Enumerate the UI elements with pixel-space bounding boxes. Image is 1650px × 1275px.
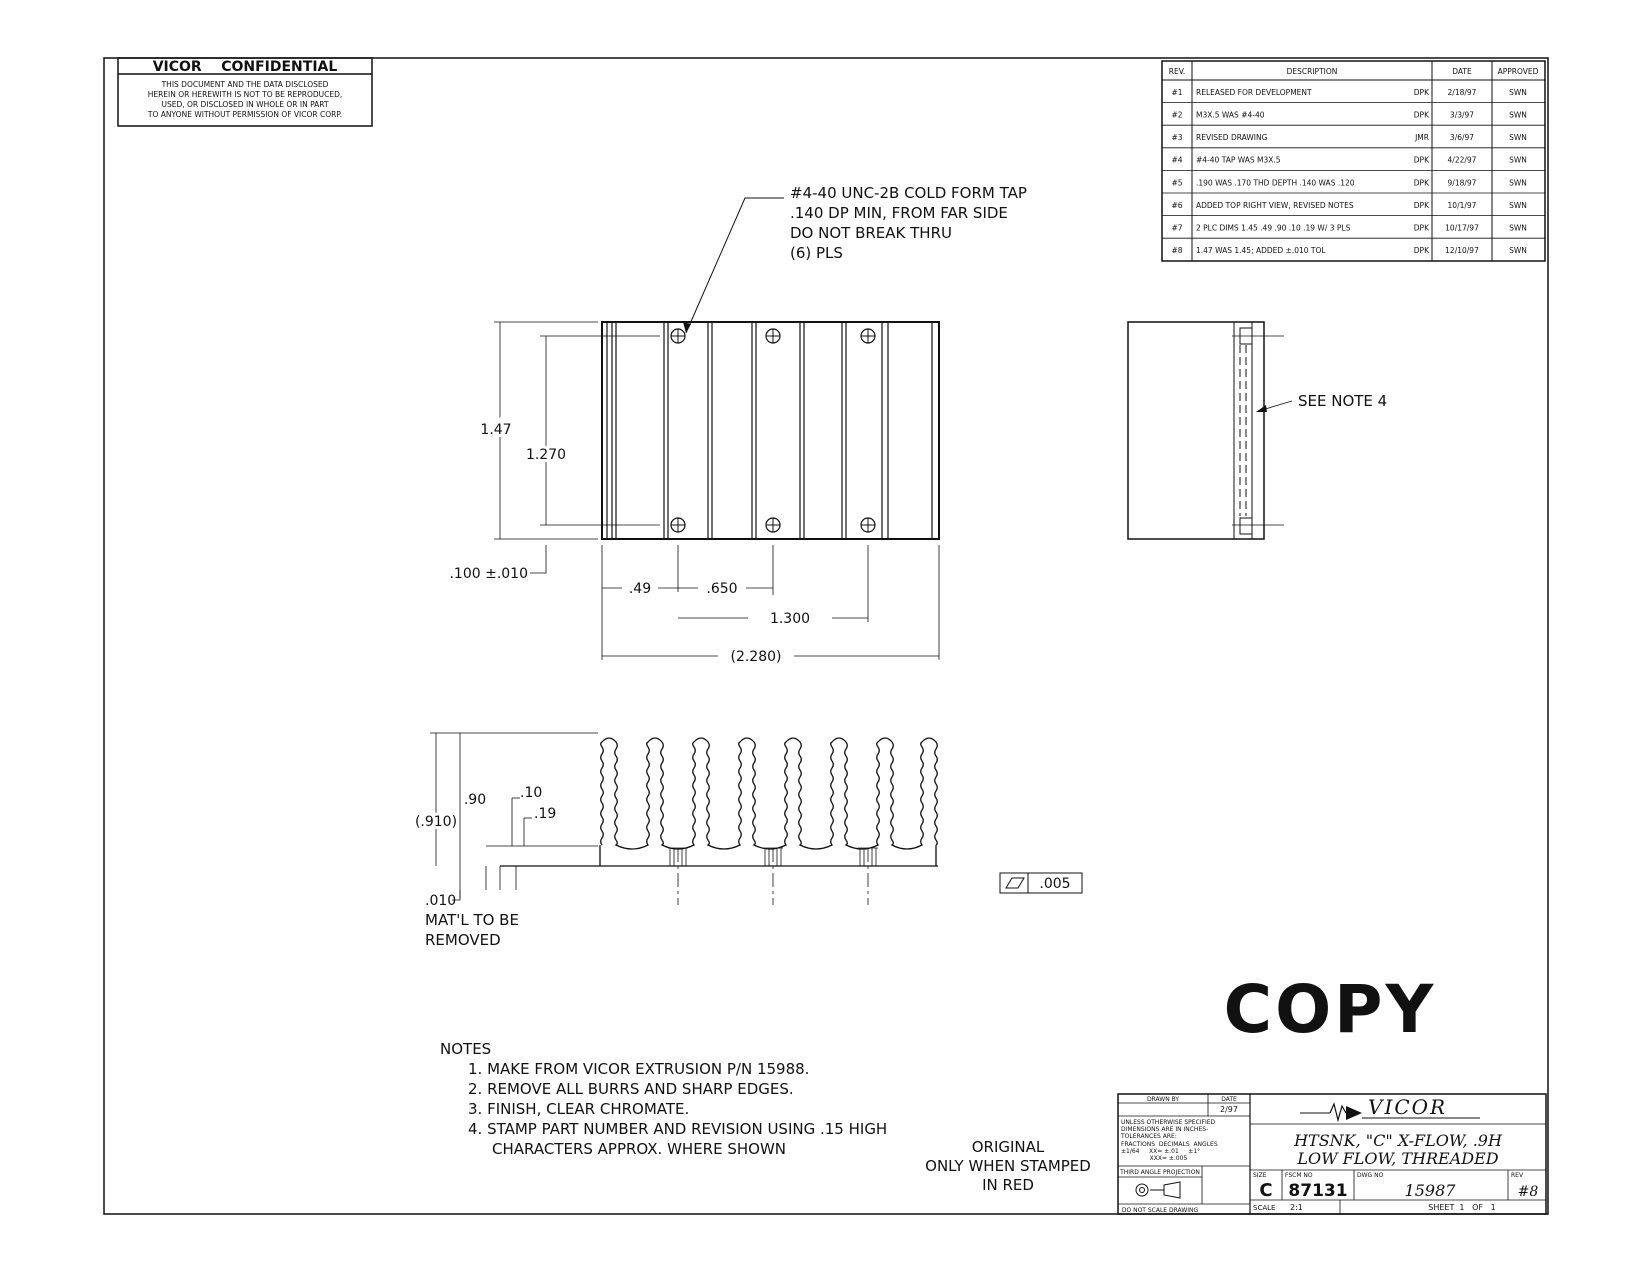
scale-value: 2:1 [1290,1203,1303,1212]
rev-cell-rev: #1 [1171,87,1183,97]
callout-line: (6) PLS [790,244,843,262]
dim-fin-height: .90 [463,792,487,808]
rev-cell-by: DPK [1413,200,1429,210]
rev-value: #8 [1517,1184,1539,1200]
rev-cell-rev: #3 [1171,133,1183,143]
rev-cell-date: 3/6/97 [1449,133,1475,143]
rev-cell-by: DPK [1413,155,1429,165]
dim-offset: .100 ±.010 [449,566,528,582]
rev-cell-desc: #4-40 TAP WAS M3X.5 [1196,155,1281,165]
tapped-hole [671,329,685,343]
flatness-symbol [1006,878,1024,888]
confidential-line: HEREIN OR HEREWITH IS NOT TO BE REPRODUCED, [147,90,343,99]
rev-cell-rev: #2 [1171,110,1183,120]
drawn-by-label: DRAWN BY [1146,1096,1180,1103]
third-angle-label: THIRD ANGLE PROJECTION [1120,1169,1200,1176]
dim-x2: .650 [706,581,738,597]
dim-base-total: .19 [534,806,557,822]
rev-cell-desc: .190 WAS .170 THD DEPTH .140 WAS .120 [1196,178,1355,188]
rev-cell-desc: ADDED TOP RIGHT VIEW, REVISED NOTES [1196,200,1354,210]
confidential-block [118,58,372,126]
note-item-cont: CHARACTERS APPROX. WHERE SHOWN [492,1140,787,1158]
fin-profile [601,738,938,849]
rev-cell-desc: 2 PLC DIMS 1.45 .49 .90 .10 .19 W/ 3 PLS [1196,223,1351,233]
dim-fin-height-ref: (.910) [414,814,458,830]
third-angle-symbol-icon [1136,1182,1180,1198]
drawing-title: LOW FLOW, THREADED [1297,1149,1499,1168]
dwg-label: DWG NO [1357,1172,1384,1179]
rev-header: REV. [1168,67,1186,76]
original-line: ONLY WHEN STAMPED [925,1157,1091,1175]
rev-cell-desc: RELEASED FOR DEVELOPMENT [1196,87,1312,97]
rev-label: REV [1511,1172,1524,1179]
note-item: 2. REMOVE ALL BURRS AND SHARP EDGES. [468,1080,794,1098]
confidential-line: TO ANYONE WITHOUT PERMISSION OF VICOR CORP. [147,110,343,119]
dim-x3: 1.300 [769,611,811,627]
removal-note: REMOVED [425,931,501,949]
rev-cell-desc: REVISED DRAWING [1196,133,1268,143]
rev-cell-by: DPK [1413,178,1429,188]
tolerance-line: ±1/64 XX= ±.01 ±1° [1121,1148,1201,1155]
rev-cell-date: 9/18/97 [1447,178,1477,188]
rev-cell-appr: SWN [1509,155,1527,165]
title-block [1118,1094,1546,1214]
dim-overall-height: 1.47 [480,422,512,438]
rev-cell-date: 10/1/97 [1447,200,1477,210]
tapped-hole [861,518,875,532]
tapped-hole [766,518,780,532]
rev-cell-appr: SWN [1509,110,1527,120]
original-note [925,1138,1091,1194]
drawing-title: HTSNK, "C" X-FLOW, .9H [1294,1131,1502,1150]
rev-cell-date: 3/3/97 [1449,110,1475,120]
rev-header: APPROVED [1497,67,1539,76]
note-item: 1. MAKE FROM VICOR EXTRUSION P/N 15988. [468,1060,810,1078]
rev-header: DATE [1452,67,1472,76]
dim-overall-width: (2.280) [730,649,782,665]
dim-hole-spacing: 1.270 [525,447,567,463]
original-line: IN RED [982,1176,1034,1194]
tapped-hole [766,329,780,343]
rev-cell-appr: SWN [1509,178,1527,188]
side-view [1128,322,1387,539]
note-item: 4. STAMP PART NUMBER AND REVISION USING .15 HIGH [468,1120,888,1138]
size-value: C [1259,1180,1273,1201]
callout-line: #4-40 UNC-2B COLD FORM TAP [790,184,1027,202]
callout-line: DO NOT BREAK THRU [790,224,952,242]
tolerance-line: TOLERANCES ARE: [1121,1133,1177,1140]
dwg-value: 15987 [1404,1181,1456,1200]
rev-cell-appr: SWN [1509,200,1527,210]
size-label: SIZE [1253,1172,1267,1179]
removal-note: MAT'L TO BE [425,911,519,929]
rev-cell-date: 12/10/97 [1445,246,1479,256]
tolerance-line: XXX= ±.005 [1121,1155,1188,1162]
rev-cell-desc: M3X.5 WAS #4-40 [1196,110,1265,120]
dim-base-thickness: .10 [520,785,543,801]
dim-x1: .49 [628,581,652,597]
fscm-label: FSCM NO [1285,1172,1313,1179]
confidential-line: THIS DOCUMENT AND THE DATA DISCLOSED [161,80,329,89]
rev-cell-rev: #5 [1171,178,1183,188]
rev-cell-date: 2/18/97 [1447,87,1477,97]
dim-removal: .010 [425,893,457,909]
rev-cell-appr: SWN [1509,223,1527,233]
rev-cell-appr: SWN [1509,133,1527,143]
note-item: 3. FINISH, CLEAR CHROMATE. [468,1100,690,1118]
scale-label: SCALE [1253,1204,1276,1212]
no-scale-label: DO NOT SCALE DRAWING [1121,1207,1199,1214]
tolerance-line: DIMENSIONS ARE IN INCHES- [1121,1126,1209,1133]
tolerance-line: FRACTIONS DECIMALS ANGLES [1121,1141,1218,1148]
rev-cell-appr: SWN [1509,87,1527,97]
vicor-logo [1300,1095,1480,1120]
tapped-hole [861,329,875,343]
rev-cell-date: 4/22/97 [1447,155,1477,165]
rev-cell-rev: #8 [1171,246,1183,256]
rev-header: DESCRIPTION [1286,67,1338,76]
drawn-date: 2/97 [1220,1105,1238,1114]
tapped-hole [671,518,685,532]
rev-cell-rev: #7 [1171,223,1183,233]
rev-cell-rev: #4 [1171,155,1183,165]
rev-cell-appr: SWN [1509,246,1527,256]
rev-cell-by: DPK [1413,87,1429,97]
rev-cell-desc: 1.47 WAS 1.45; ADDED ±.010 TOL [1196,246,1326,256]
rev-cell-date: 10/17/97 [1445,223,1479,233]
front-view [415,733,1082,949]
date-label: DATE [1221,1096,1237,1103]
rev-cell-by: DPK [1413,110,1429,120]
original-line: ORIGINAL [971,1138,1045,1156]
flatness-value: .005 [1039,876,1071,892]
callout-line: .140 DP MIN, FROM FAR SIDE [790,204,1008,222]
company-name: VICOR [1368,1095,1448,1119]
tap-callout [683,184,1027,333]
rev-cell-by: JMR [1415,133,1429,143]
rev-cell-by: DPK [1413,223,1429,233]
rev-cell-by: DPK [1413,246,1429,256]
tolerance-line: UNLESS OTHERWISE SPECIFIED [1121,1119,1216,1126]
confidential-line: USED, OR DISCLOSED IN WHOLE OR IN PART [161,100,329,109]
confidential-title: VICOR CONFIDENTIAL [152,59,338,75]
notes-heading: NOTES [440,1040,492,1058]
notes [440,1040,887,1158]
fscm-value: 87131 [1288,1181,1348,1201]
top-view [449,322,939,665]
copy-stamp: COPY [1223,971,1437,1048]
revision-table [1162,61,1545,261]
flatness-frame [1000,873,1082,893]
rev-cell-rev: #6 [1171,200,1183,210]
sheet-info: SHEET 1 OF 1 [1428,1203,1496,1212]
see-note-4: SEE NOTE 4 [1298,392,1388,410]
